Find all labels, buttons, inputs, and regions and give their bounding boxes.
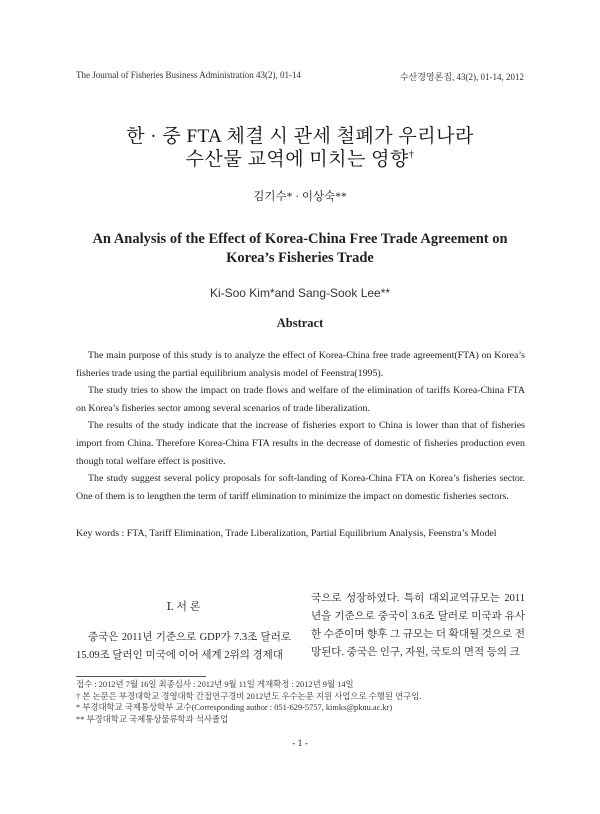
authors-korean: 김기수* · 이상숙** — [253, 191, 347, 203]
footnote-divider — [76, 676, 206, 677]
footnotes — [76, 679, 536, 725]
abstract-paragraph: The study tries to show the impact on trade flows and welfare of the elimination of tariffs Korea-China FTA on Korea’s fisheries sector among several scenarios of trade liberalization. — [76, 385, 525, 414]
body-column-left — [76, 629, 291, 665]
abstract-heading: Abstract — [276, 316, 324, 330]
journal-header-en: The Journal of Fisheries Business Administration 43(2), 01-14 — [76, 70, 301, 80]
abstract-paragraph: The study suggest several policy proposals for soft-landing of Korea-China FTA on Korea’s fisheries sector. One of them is to lengthen the term of tariff elimination to minimize the impact on domestic fisheries sectors. — [76, 473, 525, 502]
keywords: Key words : FTA, Tariff Elimination, Trade Liberalization, Partial Equilibrium Analysis, Feenstra’s Model — [76, 528, 497, 539]
footnote-funding: † 본 논문은 부경대학교 경영대학 간접연구경비 2012년도 우수논문 지원 사업으로 수행된 연구임. — [76, 691, 422, 701]
footnote-dates: 접수 : 2012년 7월 16일 최종심사 : 2012년 9월 11일 게재확정 : 2012년 9월 14일 — [76, 680, 354, 689]
section-title-introduction: Ⅰ. 서 론 — [166, 601, 201, 613]
body-paragraph: 국으로 성장하였다. 특히 대외교역규모는 2011년을 기준으로 중국이 3.6조 달러로 미국과 유사한 수준이며 향후 그 규모는 더 확대될 것으로 전망된다. 중국은 인구, 자원, 국토의 면적 등의 크 — [311, 593, 525, 658]
abstract-paragraph: The main purpose of this study is to analyze the effect of Korea-China free trade agreement(FTA) on Korea’s fisheries trade using the partial equilibrium analysis model of Feenstra(1995). — [76, 350, 525, 379]
page-number: - 1 - — [292, 739, 308, 749]
footnote-author1: * 부경대학교 국제통상학부 교수(Corresponding author : 051-629-5757, kimks@pknu.ac.kr) — [76, 703, 393, 712]
footnote-author2: ** 부경대학교 국제통상물류학과 석사졸업 — [76, 714, 229, 724]
title-korean-line2-text: 수산물 교역에 미치는 영향 — [185, 149, 409, 170]
title-footnote-mark: † — [408, 149, 415, 161]
abstract-body — [76, 347, 525, 505]
title-english-line1: An Analysis of the Effect of Korea-China Free Trade Agreement on — [92, 231, 508, 247]
title-korean-line2 — [0, 144, 600, 171]
abstract-paragraph: The results of the study indicate that the increase of fisheries export to China is lower than that of fisheries import from China. Therefore Korea-China FTA results in the decrease of domestic of fisheries production even though total welfare effect is positive. — [76, 420, 525, 467]
body-column-right — [311, 590, 525, 662]
body-paragraph: 중국은 2011년 기준으로 GDP가 7.3조 달러로 15.09조 달러인 미국에 이어 세계 2위의 경제대 — [76, 632, 291, 661]
title-korean-line1: 한 · 중 FTA 체결 시 관세 철폐가 우리나라 — [126, 126, 474, 147]
title-english-line2: Korea’s Fisheries Trade — [226, 250, 374, 266]
journal-header-ko: 수산경영론집, 43(2), 01-14, 2012 — [399, 72, 524, 82]
authors-english: Ki-Soo Kim*and Sang-Sook Lee** — [209, 286, 391, 300]
